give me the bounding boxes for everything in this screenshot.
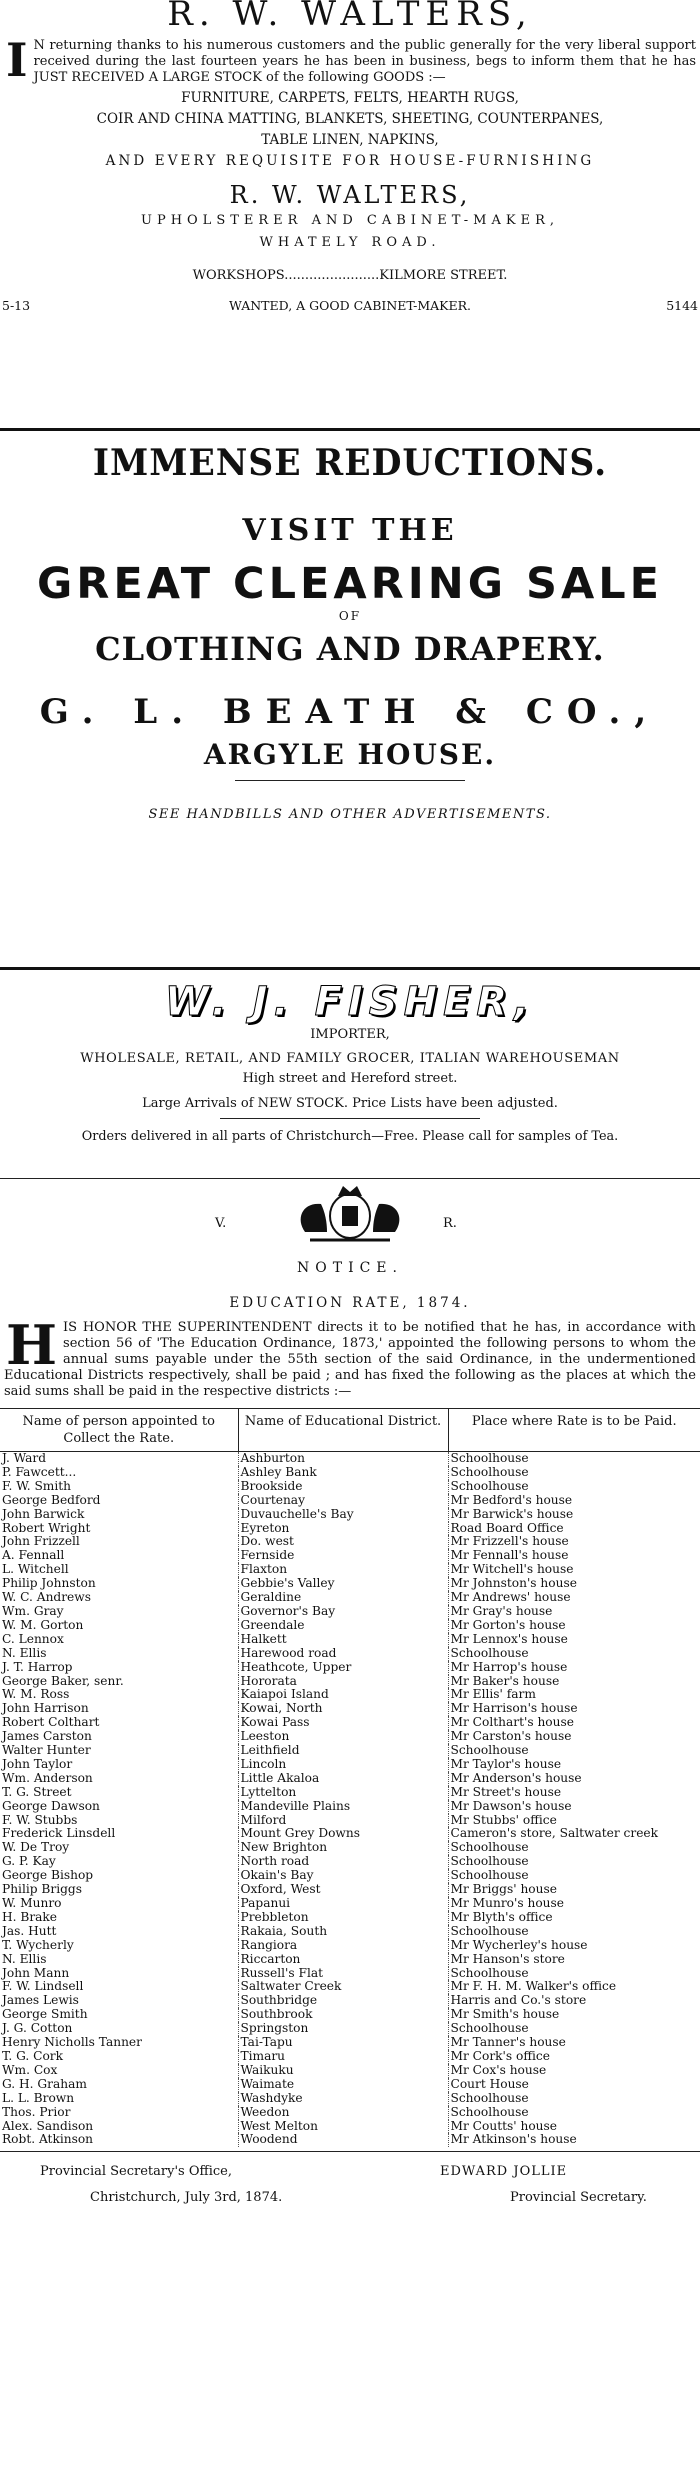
place-cell: Mr F. H. M. Walker's office [450, 1980, 617, 1994]
table-row [0, 1619, 700, 1633]
place-cell: Mr Munro's house [450, 1897, 565, 1910]
district-cell: Ashburton [238, 1452, 448, 1466]
beath-sale: GREAT CLEARING SALE [36, 559, 663, 609]
collector-cell: W. C. Andrews [0, 1591, 238, 1605]
table-row [0, 1452, 700, 1466]
col-header-collector: Name of person appointed to Collect the Rate. [0, 1409, 238, 1452]
notice-title: NOTICE. [297, 1260, 403, 1276]
district-cell: Southbridge [238, 1994, 448, 2008]
collector-cell: C. Lennox [0, 1633, 238, 1647]
place-cell: Schoolhouse [450, 2105, 529, 2119]
place-cell: Mr Coutts' house [450, 2119, 557, 2133]
district-cell: Milford [238, 1814, 448, 1828]
rate-table-wrap [0, 1408, 700, 2147]
district-cell: Ashley Bank [238, 1466, 448, 1480]
table-row [0, 1967, 700, 1981]
place-cell: Mr Harrison's house [450, 1702, 578, 1716]
footer-office: Provincial Secretary's Office, [40, 2164, 232, 2180]
place-cell: Mr Cork's office [450, 2049, 550, 2063]
place-cell: Mr Fennall's house [450, 1549, 569, 1563]
district-cell: Oxford, West [238, 1883, 448, 1897]
place-cell: Schoolhouse [450, 1451, 529, 1465]
notice-crest-row [0, 1180, 700, 1250]
walters-goods-line: FURNITURE, CARPETS, FELTS, HEARTH RUGS, [181, 90, 519, 106]
table-row [0, 2092, 700, 2106]
district-cell: Rakaia, South [238, 1925, 448, 1939]
rate-table-body [0, 1452, 700, 2148]
walters-intro [0, 32, 700, 86]
district-cell: Russell's Flat [238, 1967, 448, 1981]
table-row [0, 1661, 700, 1675]
col-header-district: Name of Educational District. [238, 1409, 448, 1452]
table-row [0, 1591, 700, 1605]
divider [0, 1178, 700, 1179]
notice-body [0, 1314, 700, 1400]
table-row [0, 1939, 700, 1953]
table-row [0, 2050, 700, 2064]
collector-cell: J. T. Harrop [0, 1661, 238, 1675]
table-row [0, 1563, 700, 1577]
district-cell: Weedon [238, 2106, 448, 2120]
collector-cell: Jas. Hutt [0, 1925, 238, 1939]
table-row [0, 1744, 700, 1758]
district-cell: Waikuku [238, 2064, 448, 2078]
walters-ref-left: 5-13 [2, 298, 31, 313]
collector-cell: George Bedford [0, 1494, 238, 1508]
collector-cell: Wm. Gray [0, 1605, 238, 1619]
beath-headline: IMMENSE REDUCTIONS. [92, 442, 608, 484]
collector-cell: L. L. Brown [0, 2092, 238, 2106]
district-cell: Springston [238, 2022, 448, 2036]
collector-cell: W. De Troy [0, 1841, 238, 1855]
collector-cell: Walter Hunter [0, 1744, 238, 1758]
education-notice [0, 1180, 700, 2218]
table-row [0, 1980, 700, 1994]
divider [0, 428, 700, 431]
collector-cell: John Barwick [0, 1508, 238, 1522]
walters-heading: R. W. WALTERS, [167, 0, 533, 34]
district-cell: Lincoln [238, 1758, 448, 1772]
table-row [0, 2036, 700, 2050]
table-row [0, 1883, 700, 1897]
collector-cell: Philip Briggs [0, 1883, 238, 1897]
place-cell: Mr Lennox's house [450, 1632, 568, 1646]
collector-cell: A. Fennall [0, 1549, 238, 1563]
notice-body-text: IS HONOR THE SUPERINTENDENT directs it to be notified that he has, in accordance with section 56 of 'The Education Ordinance, 1873,' appointed the following persons to whom the annual sums payable under the 55th section of the said Ordinance, in the undermentioned Educational Districts respectively, shall be paid ; and has fixed the following as the places at which the said sums shall be paid in the respective districts :— [4, 1320, 696, 1399]
district-cell: Prebbleton [238, 1911, 448, 1925]
collector-cell: W. M. Ross [0, 1688, 238, 1702]
district-cell: Do. west [238, 1535, 448, 1549]
place-cell: Mr Colthart's house [450, 1716, 574, 1730]
district-cell: New Brighton [238, 1841, 448, 1855]
table-row [0, 1466, 700, 1480]
beath-advert [0, 440, 700, 822]
notice-v: V. [215, 1216, 227, 1231]
collector-cell: L. Witchell [0, 1563, 238, 1577]
footer-signatory: EDWARD JOLLIE [440, 2164, 568, 2180]
district-cell: Washdyke [238, 2092, 448, 2106]
walters-wanted: WANTED, A GOOD CABINET-MAKER. [228, 298, 472, 313]
district-cell: Woodend [238, 2133, 448, 2147]
table-row [0, 1522, 700, 1536]
collector-cell: F. W. Lindsell [0, 1980, 238, 1994]
place-cell: Schoolhouse [450, 2091, 529, 2105]
table-row [0, 1577, 700, 1591]
fisher-advert [0, 978, 700, 1147]
fisher-name: W. J. FISHER, [164, 979, 536, 1025]
table-row [0, 1549, 700, 1563]
district-cell: Gebbie's Valley [238, 1577, 448, 1591]
footer-date: Christchurch, July 3rd, 1874. [90, 2190, 283, 2206]
district-cell: Halkett [238, 1633, 448, 1647]
place-cell: Mr Briggs' house [450, 1883, 557, 1897]
table-row [0, 1911, 700, 1925]
place-cell: Mr Bedford's house [450, 1493, 573, 1507]
collector-cell: T. Wycherly [0, 1939, 238, 1953]
col-header-place: Place where Rate is to be Paid. [448, 1409, 700, 1452]
collector-cell: Robert Colthart [0, 1716, 238, 1730]
collector-cell: Frederick Linsdell [0, 1827, 238, 1841]
place-cell: Harris and Co.'s store [450, 1994, 587, 2008]
walters-goods-line: TABLE LINEN, NAPKINS, [261, 132, 439, 148]
divider [0, 967, 700, 970]
district-cell: Harewood road [238, 1647, 448, 1661]
place-cell: Mr Witchell's house [450, 1563, 574, 1577]
place-cell: Mr Street's house [450, 1785, 562, 1799]
collector-cell: F. W. Stubbs [0, 1814, 238, 1828]
place-cell: Mr Stubbs' office [450, 1813, 557, 1827]
collector-cell: John Mann [0, 1967, 238, 1981]
collector-cell: Wm. Cox [0, 2064, 238, 2078]
fisher-trade: WHOLESALE, RETAIL, AND FAMILY GROCER, ITALIAN WAREHOUSEMAN [80, 1051, 620, 1066]
table-row [0, 1688, 700, 1702]
collector-cell: Alex. Sandison [0, 2120, 238, 2134]
district-cell: North road [238, 1855, 448, 1869]
collector-cell: John Frizzell [0, 1535, 238, 1549]
walters-dropcap: I [6, 33, 28, 87]
table-row [0, 1953, 700, 1967]
district-cell: West Melton [238, 2120, 448, 2134]
place-cell: Mr Cox's house [450, 2063, 547, 2077]
district-cell: Fernside [238, 1549, 448, 1563]
place-cell: Mr Barwick's house [450, 1507, 574, 1521]
fisher-address: High street and Hereford street. [242, 1071, 458, 1086]
table-row [0, 2120, 700, 2134]
table-row [0, 1772, 700, 1786]
collector-cell: Wm. Anderson [0, 1772, 238, 1786]
collector-cell: Philip Johnston [0, 1577, 238, 1591]
collector-cell: John Taylor [0, 1758, 238, 1772]
walters-goods-line: AND EVERY REQUISITE FOR HOUSE-FURNISHING [105, 153, 595, 169]
place-cell: Schoolhouse [450, 1479, 529, 1493]
walters-goods-line: COIR AND CHINA MATTING, BLANKETS, SHEETING, COUNTERPANES, [96, 111, 604, 127]
table-row [0, 1855, 700, 1869]
fisher-orders: Orders delivered in all parts of Christchurch—Free. Please call for samples of Tea. [81, 1129, 619, 1144]
district-cell: Riccarton [238, 1953, 448, 1967]
collector-cell: W. Munro [0, 1897, 238, 1911]
place-cell: Mr Atkinson's house [450, 2133, 577, 2147]
district-cell: Lyttelton [238, 1786, 448, 1800]
place-cell: Cameron's store, Saltwater creek [450, 1827, 659, 1841]
beath-visit: VISIT THE [242, 513, 458, 548]
place-cell: Mr Baker's house [450, 1674, 560, 1688]
table-row [0, 1508, 700, 1522]
table-row [0, 2106, 700, 2120]
collector-cell: John Harrison [0, 1702, 238, 1716]
place-cell: Schoolhouse [450, 1841, 529, 1855]
place-cell: Mr Gorton's house [450, 1618, 566, 1632]
district-cell: Courtenay [238, 1494, 448, 1508]
district-cell: Papanui [238, 1897, 448, 1911]
table-row [0, 1897, 700, 1911]
place-cell: Schoolhouse [450, 1869, 529, 1883]
collector-cell: P. Fawcett... [0, 1466, 238, 1480]
table-row [0, 2008, 700, 2022]
collector-cell: Robt. Atkinson [0, 2133, 238, 2147]
fisher-importer: IMPORTER, [310, 1027, 390, 1042]
table-row [0, 1827, 700, 1841]
place-cell: Mr Ellis' farm [450, 1688, 536, 1702]
place-cell: Schoolhouse [450, 1465, 529, 1479]
district-cell: Okain's Bay [238, 1869, 448, 1883]
district-cell: Tai-Tapu [238, 2036, 448, 2050]
district-cell: Geraldine [238, 1591, 448, 1605]
collector-cell: T. G. Cork [0, 2050, 238, 2064]
collector-cell: James Carston [0, 1730, 238, 1744]
table-row [0, 1494, 700, 1508]
beath-see: SEE HANDBILLS AND OTHER ADVERTISEMENTS. [148, 807, 552, 822]
collector-cell: Thos. Prior [0, 2106, 238, 2120]
collector-cell: J. G. Cotton [0, 2022, 238, 2036]
notice-footer [0, 2164, 700, 2218]
table-row [0, 1633, 700, 1647]
table-row [0, 1716, 700, 1730]
royal-arms-icon [265, 1182, 435, 1246]
district-cell: Saltwater Creek [238, 1980, 448, 1994]
place-cell: Mr Anderson's house [450, 1771, 582, 1785]
table-row [0, 1925, 700, 1939]
table-row [0, 1994, 700, 2008]
table-row [0, 1869, 700, 1883]
collector-cell: H. Brake [0, 1911, 238, 1925]
table-row [0, 2022, 700, 2036]
table-row [0, 1730, 700, 1744]
place-cell: Mr Frizzell's house [450, 1535, 569, 1549]
district-cell: Waimate [238, 2078, 448, 2092]
beath-rule [235, 780, 465, 781]
place-cell: Mr Blyth's office [450, 1910, 553, 1924]
collector-cell: Robert Wright [0, 1522, 238, 1536]
walters-advert [0, 0, 700, 316]
beath-clothing: CLOTHING AND DRAPERY. [95, 630, 605, 668]
table-row [0, 1758, 700, 1772]
collector-cell: G. H. Graham [0, 2078, 238, 2092]
district-cell: Timaru [238, 2050, 448, 2064]
place-cell: Schoolhouse [450, 1855, 529, 1869]
table-row [0, 2064, 700, 2078]
collector-cell: N. Ellis [0, 1953, 238, 1967]
place-cell: Mr Smith's house [450, 2008, 560, 2022]
district-cell: Hororata [238, 1675, 448, 1689]
place-cell: Schoolhouse [450, 2022, 529, 2036]
district-cell: Mandeville Plains [238, 1800, 448, 1814]
table-row [0, 1841, 700, 1855]
place-cell: Schoolhouse [450, 1966, 529, 1980]
district-cell: Greendale [238, 1619, 448, 1633]
notice-dropcap: H [6, 1313, 58, 1377]
district-cell: Eyreton [238, 1522, 448, 1536]
place-cell: Mr Taylor's house [450, 1757, 562, 1771]
place-cell: Court House [450, 2077, 529, 2091]
district-cell: Kowai, North [238, 1702, 448, 1716]
district-cell: Little Akaloa [238, 1772, 448, 1786]
place-cell: Road Board Office [450, 1521, 564, 1535]
table-row [0, 1800, 700, 1814]
walters-ref-right: 5144 [666, 298, 698, 313]
walters-workshops: WORKSHOPS.......................KILMORE STREET. [192, 268, 508, 283]
table-row [0, 1814, 700, 1828]
district-cell: Governor's Bay [238, 1605, 448, 1619]
beath-of: OF [338, 609, 362, 623]
notice-r: R. [443, 1216, 457, 1231]
walters-trade: UPHOLSTERER AND CABINET-MAKER, [140, 213, 559, 228]
table-row [0, 1786, 700, 1800]
collector-cell: George Baker, senr. [0, 1675, 238, 1689]
collector-cell: Henry Nicholls Tanner [0, 2036, 238, 2050]
place-cell: Mr Harrop's house [450, 1660, 568, 1674]
table-row [0, 2078, 700, 2092]
table-bottom-rule [0, 2151, 700, 2152]
walters-footer-line [0, 296, 700, 316]
place-cell: Mr Johnston's house [450, 1577, 577, 1591]
notice-subtitle: EDUCATION RATE, 1874. [229, 1295, 471, 1311]
table-row [0, 1647, 700, 1661]
collector-cell: T. G. Street [0, 1786, 238, 1800]
fisher-rule [220, 1118, 480, 1119]
table-header-row [0, 1409, 700, 1452]
district-cell: Brookside [238, 1480, 448, 1494]
fisher-arrivals: Large Arrivals of NEW STOCK. Price Lists have been adjusted. [142, 1096, 558, 1111]
collector-cell: James Lewis [0, 1994, 238, 2008]
collector-cell: N. Ellis [0, 1647, 238, 1661]
district-cell: Mount Grey Downs [238, 1827, 448, 1841]
walters-name-second: R. W. WALTERS, [229, 181, 471, 209]
walters-goods-list [0, 88, 700, 172]
collector-cell: George Dawson [0, 1800, 238, 1814]
place-cell: Mr Gray's house [450, 1604, 553, 1618]
place-cell: Mr Hanson's store [450, 1952, 565, 1966]
district-cell: Kowai Pass [238, 1716, 448, 1730]
table-row [0, 1535, 700, 1549]
place-cell: Schoolhouse [450, 1646, 529, 1660]
beath-company: G. L. BEATH & CO., [39, 692, 661, 732]
collector-cell: George Bishop [0, 1869, 238, 1883]
rate-table [0, 1409, 700, 2147]
district-cell: Kaiapoi Island [238, 1688, 448, 1702]
collector-cell: W. M. Gorton [0, 1619, 238, 1633]
walters-road: WHATELY ROAD. [259, 235, 441, 250]
collector-cell: G. P. Kay [0, 1855, 238, 1869]
district-cell: Flaxton [238, 1563, 448, 1577]
district-cell: Duvauchelle's Bay [238, 1508, 448, 1522]
walters-intro-text: N returning thanks to his numerous customers and the public generally for the very liberal support received during the last fourteen years he has been in business, begs to inform them that he has JUST RECEIVED A LARGE STOCK of the following GOODS :— [33, 38, 696, 85]
district-cell: Heathcote, Upper [238, 1661, 448, 1675]
district-cell: Leeston [238, 1730, 448, 1744]
district-cell: Rangiora [238, 1939, 448, 1953]
place-cell: Mr Dawson's house [450, 1799, 572, 1813]
beath-house: ARGYLE HOUSE. [203, 738, 497, 771]
footer-title: Provincial Secretary. [510, 2190, 647, 2206]
place-cell: Schoolhouse [450, 1744, 529, 1758]
table-row [0, 1605, 700, 1619]
district-cell: Southbrook [238, 2008, 448, 2022]
district-cell: Leithfield [238, 1744, 448, 1758]
table-row [0, 1675, 700, 1689]
table-row [0, 1480, 700, 1494]
collector-cell: George Smith [0, 2008, 238, 2022]
table-row [0, 1702, 700, 1716]
place-cell: Mr Tanner's house [450, 2036, 566, 2050]
place-cell: Schoolhouse [450, 1924, 529, 1938]
collector-cell: F. W. Smith [0, 1480, 238, 1494]
place-cell: Mr Carston's house [450, 1730, 572, 1744]
place-cell: Mr Wycherley's house [450, 1938, 588, 1952]
place-cell: Mr Andrews' house [450, 1591, 571, 1605]
collector-cell: J. Ward [0, 1452, 238, 1466]
table-row [0, 2133, 700, 2147]
